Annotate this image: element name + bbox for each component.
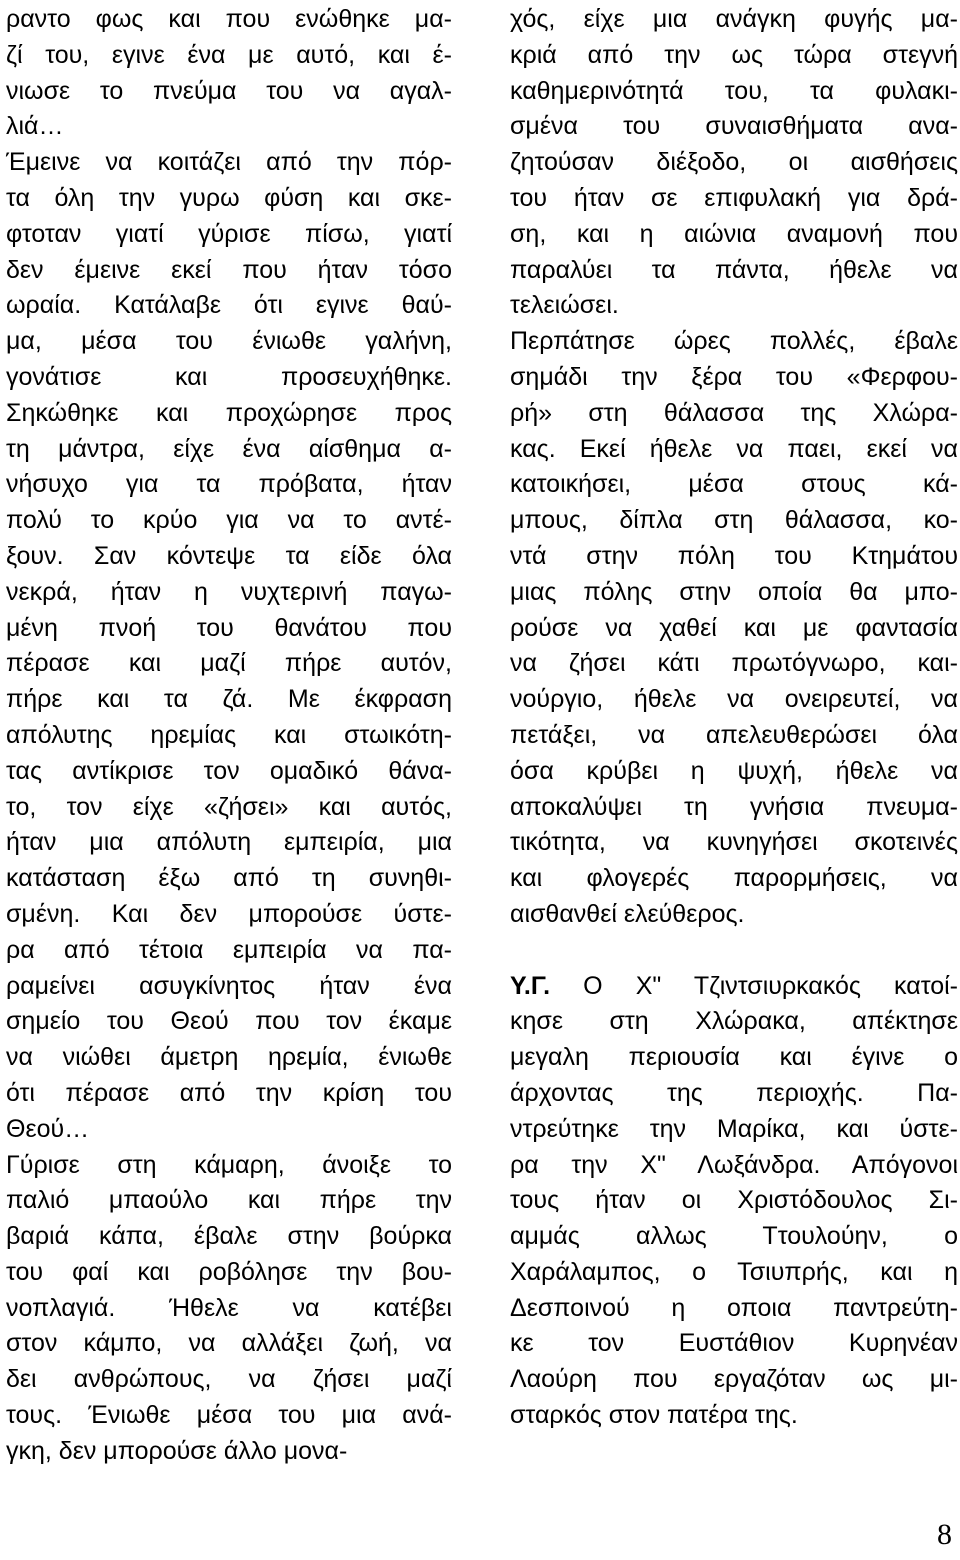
text-line: να νιώθει άμετρη ηρεμία, ένιωθε <box>6 1043 452 1072</box>
page-number: 8 <box>937 1518 952 1551</box>
text-line: γκη, δεν μπορούσε άλλο μονα- <box>6 1436 348 1465</box>
text-line: μα, μέσα του ένιωθε γαλήνη, <box>6 327 452 356</box>
text-line: Χαράλαμπος, ο Τσιυπρής, και η <box>510 1257 958 1286</box>
left-text-column <box>6 2 452 1470</box>
text-line: του ήταν σε επιφυλακή για δρά- <box>510 183 958 212</box>
text-line: ήταν μια απόλυτη εμπειρία, μια <box>6 828 452 857</box>
right-text-column <box>510 2 958 1434</box>
text-line: πετάξει, να απελευθερώσει όλα <box>510 720 958 749</box>
text-line: κε τον Ευστάθιον Κυρηνέαν <box>510 1329 958 1358</box>
text-line: ραμείνει ασυγκίνητος ήταν ένα <box>6 971 452 1000</box>
text-line: Γύρισε στη κάμαρη, άνοιξε το <box>6 1150 452 1179</box>
text-line: τους ήταν οι Χριστόδουλος Σι- <box>510 1186 958 1215</box>
text-line: το, τον είχε «ζήσει» και αυτός, <box>6 792 452 821</box>
text-line: ντά στην πόλη του Κτημάτου <box>510 541 958 570</box>
text-line: αμμάς αλλως Ττουλούην, ο <box>510 1222 958 1251</box>
text-line: μπους, δίπλα στη θάλασσα, κο- <box>510 506 958 535</box>
text-line: ρα την Χ" Λωξάνδρα. Απόγονοι <box>510 1150 958 1179</box>
text-line: τελειώσει. <box>510 291 619 320</box>
text-line: και φλογερές παρορμήσεις, να <box>510 864 958 893</box>
text-line: ότι πέρασε από την κρίση του <box>6 1078 452 1107</box>
right-paragraphs <box>510 2 958 933</box>
text-line: μένη πνοή του θανάτου που <box>6 613 452 642</box>
text-line: κριά από την ως τώρα στεγνή <box>510 40 958 69</box>
text-line: καθημερινότητά του, τα φυλακι- <box>510 76 958 105</box>
text-line: απόλυτης ηρεμίας και στωικότη- <box>6 720 452 749</box>
text-line: κατάσταση έξω από τη συνηθι- <box>6 864 452 893</box>
text-line: σμένη. Και δεν μπορούσε ύστε- <box>6 899 452 928</box>
text-line: τικότητα, να κυνηγήσει σκοτεινές <box>510 828 958 857</box>
text-line: γονάτισε και προσευχήθηκε. <box>6 362 452 391</box>
text-line: να ζήσει κάτι πρωτόγνωρο, και- <box>510 649 958 678</box>
text-line: κας. Εκεί ήθελε να παει, εκεί να <box>510 434 958 463</box>
text-line: αισθανθεί ελεύθερος. <box>510 899 745 928</box>
text-line: δει ανθρώπους, να ζήσει μαζί <box>6 1365 452 1394</box>
text-line: ωραία. Κατάλαβε ότι εγινε θαύ- <box>6 291 452 320</box>
text-line: νούργιο, ήθελε να ονειρευτεί, να <box>510 685 958 714</box>
text-line: άρχοντας της περιοχής. Πα- <box>510 1078 958 1107</box>
text-line: παλιό μπαούλο και πήρε την <box>6 1186 452 1215</box>
text-line: δεν έμεινε εκεί που ήταν τόσο <box>6 255 452 284</box>
text-line: νήσυχο για τα πρόβατα, ήταν <box>6 470 452 499</box>
text-line: τη μάντρα, είχε ένα αίσθημα α- <box>6 434 452 463</box>
text-line: νεκρά, ήταν η νυχτερινή παγω- <box>6 577 452 606</box>
text-line: του φαί και ροβόλησε την βου- <box>6 1257 452 1286</box>
postscript-paragraph <box>510 1004 958 1434</box>
text-line: ζητούσαν διέξοδο, οι αισθήσεις <box>510 148 958 177</box>
text-line: νοπλαγιά. Ήθελε να κατέβει <box>6 1293 452 1322</box>
paragraph-gap <box>510 933 958 969</box>
text-line: αποκαλύψει τη γνήσια πνευμα- <box>510 792 958 821</box>
text-line: φτοταν γιατί γύρισε πίσω, γιατί <box>6 219 452 248</box>
text-line: Λαούρη που εργαζόταν ως μι- <box>510 1365 958 1394</box>
text-line: σμένα του συναισθήματα ανα- <box>510 112 958 141</box>
postscript-first-text: Ο Χ" Τζιντσιυρκακός κατοί- <box>550 971 958 1000</box>
text-line: ξουν. Σαν κόντεψε τα είδε όλα <box>6 541 452 570</box>
text-line: Περπάτησε ώρες πολλές, έβαλε <box>510 327 958 356</box>
text-line: Σηκώθηκε και προχώρησε προς <box>6 398 452 427</box>
text-line: ρή» στη θάλασσα της Χλώρα- <box>510 398 958 427</box>
text-line: Έμεινε να κοιτάζει από την πόρ- <box>6 148 452 177</box>
text-line: τας αντίκρισε τον ομαδικό θάνα- <box>6 756 452 785</box>
postscript-label: Υ.Γ. <box>510 971 551 1000</box>
text-line: λιά… <box>6 112 64 141</box>
text-line: μιας πόλης στην οποία θα μπο- <box>510 577 958 606</box>
text-line: όσα κρύβει η ψυχή, ήθελε να <box>510 756 958 785</box>
text-line: Δεσποινού η οποια παντρεύτη- <box>510 1293 958 1322</box>
text-line: παραλύει τα πάντα, ήθελε να <box>510 255 958 284</box>
text-line: σημείο του Θεού που τον έκαμε <box>6 1007 452 1036</box>
text-line: μεγαλη περιουσία και έγινε ο <box>510 1043 958 1072</box>
text-line: χός, είχε μια ανάγκη φυγής μα- <box>510 5 958 33</box>
text-line: ραντο φως και που ενώθηκε μα- <box>6 5 452 33</box>
text-line: στον κάμπο, να αλλάξει ζωή, να <box>6 1329 452 1358</box>
text-line: πέρασε και μαζί πήρε αυτόν, <box>6 649 452 678</box>
text-line: Θεού… <box>6 1114 90 1143</box>
text-line: πολύ το κρύο για να το αντέ- <box>6 506 452 535</box>
text-line: κατοικήσει, μέσα στους κά- <box>510 470 958 499</box>
text-line: ση, και η αιώνια αναμονή που <box>510 219 958 248</box>
text-line: νιωσε το πνεύμα του να αγαλ- <box>6 76 452 105</box>
text-line: τους. Ένιωθε μέσα του μια ανά- <box>6 1401 452 1430</box>
text-line: πήρε και τα ζά. Με έκφραση <box>6 685 452 714</box>
text-line: τα όλη την γυρω φύση και σκε- <box>6 183 452 212</box>
text-line: ρούσε να χαθεί και με φαντασία <box>510 613 958 642</box>
text-line: ντρεύτηκε την Μαρίκα, και ύστε- <box>510 1114 958 1143</box>
text-line: σταρκός στον πατέρα της. <box>510 1401 798 1430</box>
text-line: κησε στη Χλώρακα, απέκτησε <box>510 1007 958 1036</box>
text-line: ζί του, εγινε ένα με αυτό, και έ- <box>6 40 452 69</box>
text-line: σημάδι την ξέρα του «Φερφου- <box>510 362 958 391</box>
postscript-first-line <box>510 969 958 1005</box>
text-line: βαριά κάπα, έβαλε στην βούρκα <box>6 1222 452 1251</box>
text-line: ρα από τέτοια εμπειρία να πα- <box>6 935 452 964</box>
